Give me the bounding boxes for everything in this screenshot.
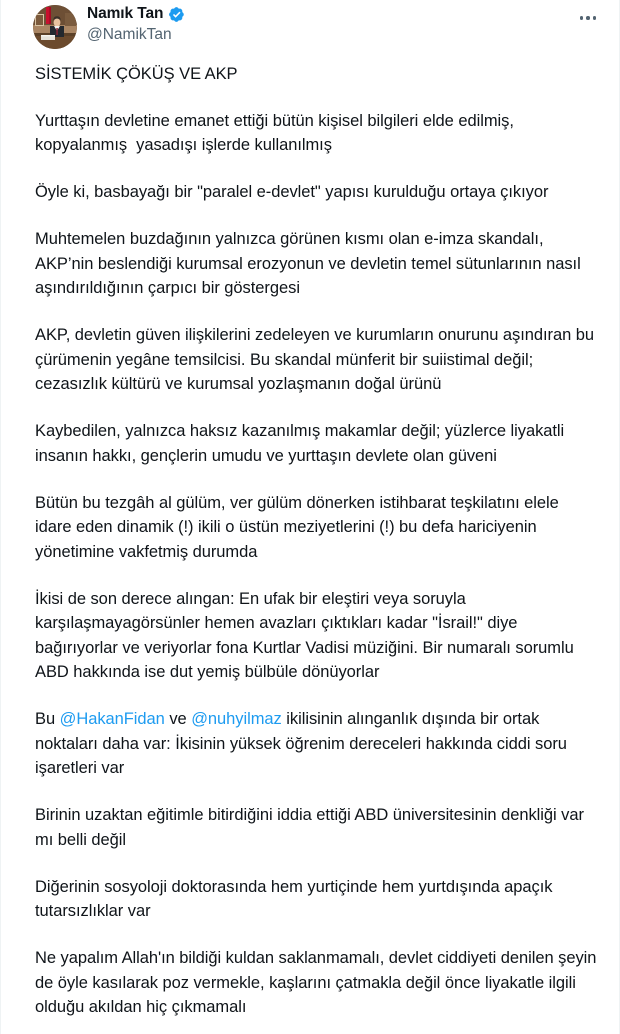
user-handle[interactable]: @NamikTan xyxy=(87,26,172,43)
tweet-text xyxy=(1,50,619,1020)
tweet-text-run: Bu xyxy=(35,710,60,728)
tweet-paragraph xyxy=(35,227,597,301)
more-dot-2 xyxy=(586,16,590,20)
tweet-paragraph xyxy=(35,50,597,87)
tweet-paragraph xyxy=(35,946,601,1020)
tweet-text-run: ve xyxy=(164,710,192,728)
tweet-header xyxy=(1,0,619,50)
tweet-text-run: Muhtemelen buzdağının yalnızca görünen kısmı olan e-imza skandalı, AKP’nin beslendiği kurumsal erozyonun ve devletin temel sütunlarının nasıl aşındırıldığının çarpıcı bir göstergesi xyxy=(35,230,586,297)
tweet-paragraph xyxy=(35,109,597,158)
display-name[interactable]: Namık Tan xyxy=(87,5,164,23)
tweet-text-run: Bütün bu tezgâh al gülüm, ver gülüm dönerken istihbarat teşkilatını elele idare eden dinamik (!) ikili o üstün meziyetlerini (!) bu defa hariciyenin yönetimine vakfetmiş durumda xyxy=(35,493,564,561)
tweet-paragraph xyxy=(35,180,597,205)
avatar[interactable] xyxy=(33,5,77,49)
tweet-paragraph xyxy=(35,803,597,852)
tweet-paragraph xyxy=(35,707,597,781)
user-identity xyxy=(87,4,185,44)
tweet-paragraph xyxy=(35,323,597,397)
more-dot-1 xyxy=(580,16,584,20)
tweet-paragraph xyxy=(35,875,597,924)
tweet-text-run: Öyle ki, basbayağı bir "paralel e-devlet" yapısı kurulduğu ortaya çıkıyor xyxy=(35,183,549,201)
name-row xyxy=(87,4,185,24)
tweet-text-run: Birinin uzaktan eğitimle bitirdiğini iddia ettiği ABD üniversitesinin denkliği var mı belli değil xyxy=(35,806,589,849)
tweet-text-run: AKP, devletin güven ilişkilerini zedeleyen ve kurumların onurunu aşındıran bu çürümenin yegâne temsilcisi. Bu skandal münferit bir suiistimal değil; cezasızlık kültürü ve kurumsal yozlaşmanın doğal ürünü xyxy=(35,326,599,393)
tweet-text-run: ikilisinin alınganlık dışında bir ortak noktaları daha var: İkisinin yüksek öğrenim dereceleri hakkında ciddi soru işaretleri var xyxy=(35,710,572,777)
tweet-text-run: Diğerinin sosyoloji doktorasında hem yurtiçinde hem yurtdışında apaçık tutarsızlıklar var xyxy=(35,877,557,920)
tweet-paragraph xyxy=(35,587,597,685)
tweet-text-run: Yurttaşın devletine emanet ettiği bütün kişisel bilgileri elde edilmiş, kopyalanmış yasadışı işlerde kullanılmış xyxy=(35,111,519,154)
tweet-text-run: Kaybedilen, yalnızca haksız kazanılmış makamlar değil; yüzlerce liyakatli insanın hakkı, gençlerin umudu ve yurttaşın devlete olan güveni xyxy=(35,422,569,465)
mention-link[interactable]: @nuhyilmaz xyxy=(191,710,282,728)
tweet-text-run: SİSTEMİK ÇÖKÜŞ VE AKP xyxy=(35,65,238,83)
mention-link[interactable]: @HakanFidan xyxy=(59,710,165,728)
avatar-photo xyxy=(33,5,77,49)
verified-badge-icon xyxy=(168,6,185,23)
more-dot-3 xyxy=(593,16,597,20)
more-options-icon[interactable] xyxy=(573,8,603,28)
tweet-text-run: Ne yapalım Allah'ın bildiği kuldan saklanmamalı, devlet ciddiyeti denilen şeyin de öyle kasılarak poz vermekle, kaşlarını çatmakla değil önce liyakatle ilgili olduğu akıldan hiç çıkmamalı xyxy=(35,949,601,1016)
tweet-paragraph xyxy=(35,419,597,468)
tweet-paragraph xyxy=(35,491,597,565)
tweet-text-run: İkisi de son derece alıngan: En ufak bir eleştiri veya soruyla karşılaşmayagörsünler hemen avazları çıktıkları kadar "İsrail!" diye bağırıyorlar ve veriyorlar fona Kurtlar Vadisi müziğini. Bir numaralı sorumlu ABD hakkında ise dut yemiş bülbüle dönüyorlar xyxy=(35,589,578,681)
